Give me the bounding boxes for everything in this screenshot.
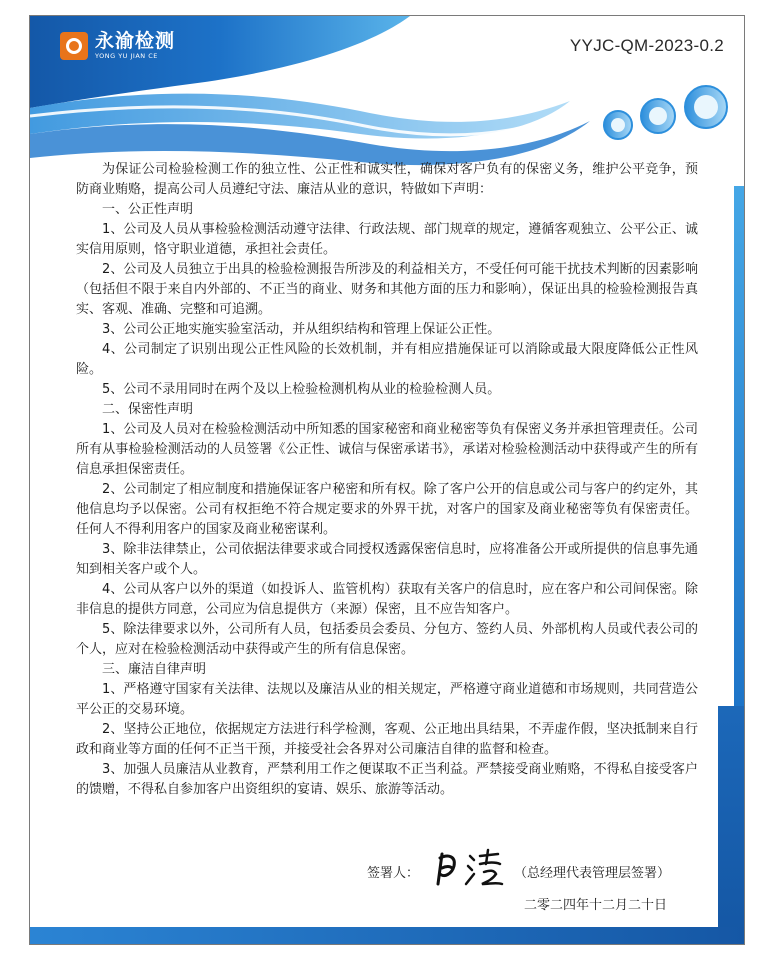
declaration-body (76, 160, 698, 800)
section-heading: 二、保密性声明 (102, 402, 194, 417)
clause-paragraph: 4、公司制定了识别出现公正性风险的长效机制，并有相应措施保证可以消除或最大限度降低公正性风险。 (76, 342, 698, 377)
clause-paragraph: 3、除非法律禁止，公司依据法律要求或合同授权透露保密信息时，应将准备公开或所提供的信息事先通知到相关客户或个人。 (76, 542, 698, 577)
signatory-label: 签署人： (367, 866, 420, 881)
section-heading: 三、廉洁自律声明 (102, 662, 207, 677)
right-accent-bar (734, 186, 744, 706)
clause-paragraph: 1、公司及人员对在检验检测活动中所知悉的国家秘密和商业秘密等负有保密义务并承担管理责任。公司所有从事检验检测活动的人员签署《公正性、诚信与保密承诺书》，承诺对检验检测活动中获得或产生的所有信息承担保密责任。 (76, 422, 698, 477)
clause-paragraph: 2、公司及人员独立于出具的检验检测报告所涉及的利益相关方，不受任何可能干扰技术判断的因素影响（包括但不限于来自内外部的、不正当的商业、财务和其他方面的压力和影响），保证出具的检验检测报告真实、客观、准确、完整和可追溯。 (76, 262, 698, 317)
document-page (29, 15, 745, 945)
intro-paragraph: 为保证公司检验检测工作的独立性、公正性和诚实性，确保对客户负有的保密义务，维护公平竞争，预防商业贿赂，提高公司人员遵纪守法、廉洁从业的意识，特做如下声明： (76, 162, 698, 197)
clause-paragraph: 1、公司及人员从事检验检测活动遵守法律、行政法规、部门规章的规定，遵循客观独立、公平公正、诚实信用原则，恪守职业道德，承担社会责任。 (76, 222, 698, 257)
clause-paragraph: 3、加强人员廉洁从业教育，严禁利用工作之便谋取不正当利益。严禁接受商业贿赂，不得私自接受客户的馈赠，不得私自参加客户出资组织的宴请、娱乐、旅游等活动。 (76, 762, 698, 797)
logo-chinese-name: 永渝检测 (95, 30, 176, 53)
decorative-bubbles (604, 86, 727, 139)
clause-paragraph: 1、严格遵守国家有关法律、法规以及廉洁从业的相关规定，严格遵守商业道德和市场规则，共同营造公平公正的交易环境。 (76, 682, 698, 717)
handwritten-signature (430, 844, 510, 892)
signatory-note: （总经理代表管理层签署） (514, 866, 671, 881)
company-logo (60, 32, 175, 60)
document-code: YYJC-QM-2023-0.2 (569, 36, 724, 55)
clause-paragraph: 5、公司不录用同时在两个及以上检验检测机构从业的检验检测人员。 (102, 382, 501, 397)
signature-block (30, 850, 745, 930)
clause-paragraph: 5、除法律要求以外，公司所有人员，包括委员会委员、分包方、签约人员、外部机构人员或代表公司的个人，应对在检验检测活动中获得或产生的所有信息保密。 (76, 622, 698, 657)
clause-paragraph: 2、坚持公正地位，依据规定方法进行科学检测，客观、公正地出具结果，不弄虚作假，坚决抵制来自行政和商业等方面的任何不正当干预，并接受社会各界对公司廉洁自律的监督和检查。 (76, 722, 698, 757)
logo-english-name: YONG YU JIAN CE (95, 52, 158, 61)
section-heading: 一、公正性声明 (102, 202, 194, 217)
clause-paragraph: 3、公司公正地实施实验室活动，并从组织结构和管理上保证公正性。 (102, 322, 501, 337)
clause-paragraph: 2、公司制定了相应制度和措施保证客户秘密和所有权。除了客户公开的信息或公司与客户的约定外，其他信息均予以保密。公司有权拒绝不符合规定要求的外界干扰，对客户的国家及商业秘密等负有保密责任。任何人不得利用客户的国家及商业秘密谋利。 (76, 482, 698, 537)
signing-date: 二零二四年十二月二十日 (524, 898, 668, 913)
clause-paragraph: 4、公司从客户以外的渠道（如投诉人、监管机构）获取有关客户的信息时，应在客户和公司间保密。除非信息的提供方同意，公司应为信息提供方（来源）保密，且不应告知客户。 (76, 582, 698, 617)
logo-mark-icon (60, 32, 88, 60)
